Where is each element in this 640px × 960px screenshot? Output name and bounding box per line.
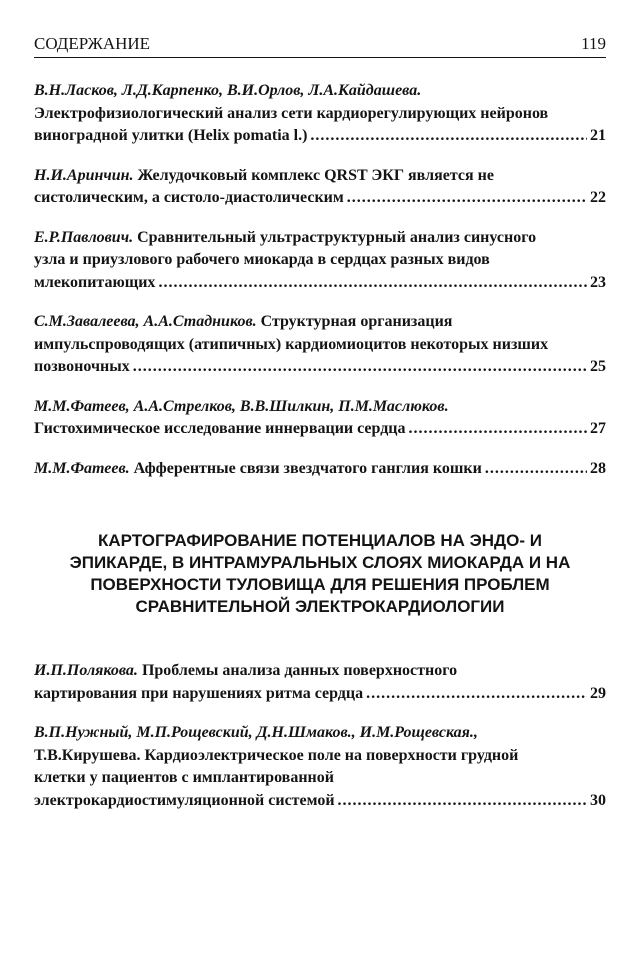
entry-page-number: 25 [590,358,606,375]
toc-entries-group [34,80,606,480]
dot-leader [409,418,587,441]
entry-line [34,311,606,334]
entry-title-text: электрокардиостимуляционной системой [34,791,335,809]
dot-leader [366,683,587,706]
entry-title-line: узла и приузлового рабочего миокарда в сердцах разных видов [34,251,490,268]
dot-leader [158,272,587,295]
entry-title-text [34,458,482,481]
dot-leader [347,187,587,210]
entry-authors: Н.И.Аринчин. [34,166,134,184]
entry-page-number: 21 [590,127,606,144]
entry-page-number: 23 [590,273,606,291]
entry-title-text: млекопитающих [34,273,156,291]
toc-entry [34,396,606,441]
entry-title-text: виноградной улитки (Helix pomatia l.) [34,127,308,144]
entry-title-text: картирования при нарушениях ритма сердца [34,684,364,702]
section-heading-line: СРАВНИТЕЛЬНОЙ ЭЛЕКТРОКАРДИОЛОГИИ [135,597,505,616]
entry-title-text: позвоночных [34,358,130,375]
entry-authors: Е.Р.Павлович. [34,228,134,246]
toc-entry [34,660,606,705]
entry-last-line [34,790,606,813]
entry-last-line [34,272,606,295]
section-heading-line: ПОВЕРХНОСТИ ТУЛОВИЩА ДЛЯ РЕШЕНИЯ ПРОБЛЕМ [90,575,550,594]
dot-leader [485,458,587,481]
entry-page-number: 27 [590,420,606,437]
entry-title-line: клетки у пациентов с имплантированной [34,769,334,786]
toc-entry [34,722,606,812]
entry-authors: С.М.Завалеева, А.А.Стадников. [34,313,257,330]
entry-page-number: 29 [590,684,606,702]
entry-page-number: 22 [590,189,606,206]
entry-authors: М.М.Фатеев, А.А.Стрелков, В.В.Шилкин, П.М.Маслюков. [34,397,449,415]
entry-last-line [34,187,606,210]
section-heading [42,530,598,618]
entry-line [34,227,606,250]
entry-title-line: импульспроводящих (атипичных) кардиомиоцитов некоторых низших [34,335,549,353]
entry-last-line [34,683,606,706]
entry-authors: В.Н.Ласков, Л.Д.Карпенко, В.И.Орлов, Л.А.Кайдашева. [34,82,422,99]
entry-authors: М.М.Фатеев. [34,459,130,477]
toc-entry [34,458,606,481]
entry-line [34,722,606,745]
entry-last-line [34,418,606,441]
entry-title-text: Желудочковый комплекс QRST ЭКГ является не [133,166,494,184]
entry-line [34,396,606,419]
entry-last-line [34,125,606,148]
toc-entry [34,311,606,379]
header-rule [34,57,606,58]
entry-title-text: Структурная организация [256,313,453,330]
toc-entry [34,165,606,210]
entry-last-line [34,458,606,481]
entry-last-line [34,356,606,379]
page-number: 119 [581,34,606,53]
dot-leader [338,790,587,813]
entry-page-number: 30 [590,791,606,809]
entry-title-text: систолическим, а систоло-диастолическим [34,189,344,206]
entry-line [34,660,606,683]
entry-title-line: Т.В.Кирушева. Кардиоэлектрическое поле на поверхности грудной [34,746,519,764]
entry-title-text: Проблемы анализа данных поверхностного [137,662,458,679]
section-heading-line: КАРТОГРАФИРОВАНИЕ ПОТЕНЦИАЛОВ НА ЭНДО- И [98,531,542,550]
running-header-title: СОДЕРЖАНИЕ [34,34,151,53]
entry-title-fragment: Афферентные связи звездчатого ганглия кошки [129,459,482,477]
section-heading-line: ЭПИКАРДЕ, В ИНТРАМУРАЛЬНЫХ СЛОЯХ МИОКАРДА И НА [69,553,571,572]
dot-leader [310,125,587,148]
entry-title-line: Электрофизиологический анализ сети кардиорегулирующих нейронов [34,104,549,122]
toc-entry [34,80,606,148]
entry-page-number: 28 [590,459,606,477]
running-header [34,34,606,54]
toc-entries-group [34,660,606,812]
entry-authors: И.П.Полякова. [34,662,138,679]
dot-leader [133,356,587,379]
entry-line [34,165,606,188]
table-of-contents [34,80,606,812]
toc-entry [34,227,606,295]
entry-authors: В.П.Нужный, М.П.Рощевский, Д.Н.Шмаков., И.М.Рощевская., [34,724,478,741]
entry-title-text: Гистохимическое исследование иннервации сердца [34,420,406,437]
entry-title-text: Сравнительный ультраструктурный анализ синусного [133,228,537,246]
entry-line [34,80,606,103]
